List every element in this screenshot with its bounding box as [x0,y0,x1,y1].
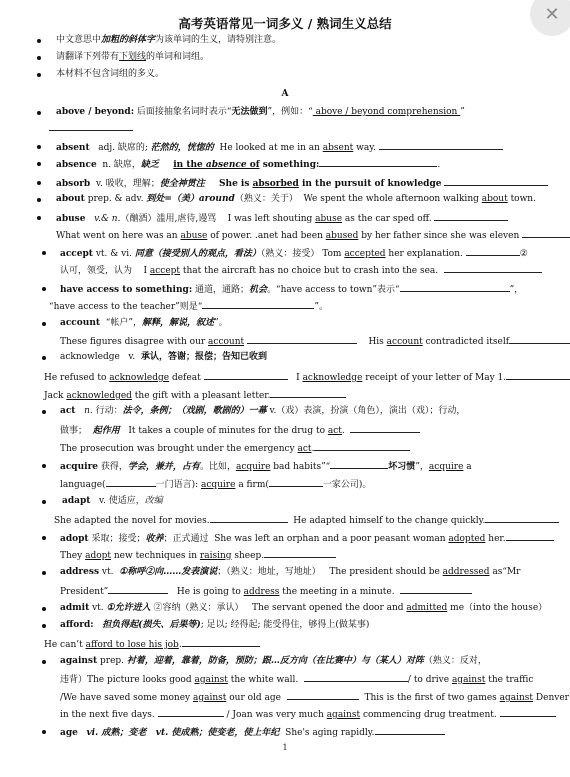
bullet-icon [37,181,41,185]
note-text-3: 本材料不包含词组的多义。 [56,69,165,79]
answer-blank[interactable] [264,549,336,558]
bullet-icon [37,56,41,60]
answer-blank[interactable] [466,247,520,256]
answer-blank[interactable] [202,300,314,309]
answer-blank[interactable] [49,122,133,131]
note-text-2: 请翻译下列带有下划线的单词和词组。 [56,52,210,62]
document-page: ✕ 高考英语常见一词多义 / 熟词生义总结 中文意思中加粗的斜体字为该单词的生义，请特别注意。 请翻译下列带有下划线的单词和词组。 本材料不包含词组的多义。 A above / beyond: 后面接抽象名词时表示“无法做到”，例如：“ above / beyond comprehension ” absent adj. 缺席的; 茫然的，恍惚的 He looked at me in an absent way. absence n. 缺席，缺乏 in the absence of something: . absorb v. 吸收，理解；使全神贯注 She is absorbed in the pursuit of knowledge about prep. & adv. 到处=（美）around（熟义：关于） We spent the whole afternoon walking about town. abuse v.& n.（酗酒）滥用,虐待,谩骂 I was left shouting abuse as the car sped off. What went on here was an abuse of power. .anet had been abused by her father since she was eleven accept vt. & vi. 同意（接受别人的观点，看法）（熟义：接受） Tom accepted her explanation. ② 认可，领受，认为 I accept that the aircraft has no choice but to crash into the sea. have access to something: 通道，通路；机会。“have access to town”表示“ ”， “have access to the teacher”则是“ ”。 account “帐户”，解释，解说，叙述”。 These figures disagree with our account His account contradicted itself acknowledge v. 承认，答谢；报偿；告知已收到 He refused to acknowledge defeat I acknowledge receipt of your letter of May 1. Jack acknowledged the gift with a pleasant letter. act n. 行动：法令，条例；（戏剧，歌剧的）一幕 v.（戏）表演，扮演（角色），演出（戏）；行动， 做事； 起作用 It takes a couple of minutes for the drug to act. The prosecution was brought under the emergency act. acquire 获得，学会，兼并，占有。比如，acquire bad habits”“ 坏习惯”，acquire a language( 一门语言): acquire a firm( 一家公司)。 adapt v. 使适应，改编 She adapted the novel for movies. He adapted himself to the change quickly. adopt 采取；接受；收养；正式通过 She was left an orphan and a poor peasant woman adopted her. They adopt new techniques in raising sheep. address vt. ①称呼②向……发表演说；（熟义：地址，写地址） The president should be addressed as“Mr President” He is going to address the meeting in a minute. admit vt. ①允许进入 ②容纳（熟义：承认） The servant opened the door and admitted me（into the house） afford: 担负得起(损失、后果等); 足以; 经得起; 能受得住，够得上(做某事) He can’t afford to lose his job. against prep. 衬着，迎着，靠着，防备，预防；跟…反方向（在比赛中）与（某人）对阵（熟义：反对， 违背）The picture looks good against the white wall. / to drive against the traffic /We have saved some money against our old age This is the first of two games against Denver in the next five days. / Joan was very much against commencing drug treatment. age vi. 成熟；变老 vt. 使成熟；使变老，使上年纪 She's aging rapidly. 1 [0,0,570,777]
bullet-icon [37,216,41,220]
bullet-icon [42,287,46,291]
answer-blank[interactable] [270,389,346,398]
answer-blank[interactable] [434,212,508,221]
note-text-1: 中文意思中加粗的斜体字为该单词的生义，请特别注意。 [56,35,282,45]
answer-blank[interactable] [158,708,224,717]
answer-blank[interactable] [350,424,420,433]
answer-blank[interactable] [485,514,559,523]
answer-blank[interactable] [375,726,445,735]
bullet-icon [42,660,46,664]
answer-blank[interactable] [400,585,472,594]
answer-blank[interactable] [314,442,410,451]
bullet-icon [42,356,46,360]
scan-corner-icon: ✕ [530,0,570,36]
answer-blank[interactable] [500,708,556,717]
answer-blank[interactable] [304,673,408,682]
bullet-icon [42,322,46,326]
answer-blank[interactable] [269,478,323,487]
answer-blank[interactable] [379,141,503,150]
bullet-icon [37,162,41,166]
section-letter: A [281,89,289,99]
bullet-icon [42,251,46,255]
bullet-icon [42,536,46,540]
bullet-icon [42,624,46,628]
bullet-icon [37,73,41,77]
answer-blank[interactable] [330,460,388,469]
bullet-icon [37,111,41,115]
bullet-icon [42,500,46,504]
answer-blank[interactable] [506,371,570,380]
answer-blank[interactable] [108,585,168,594]
bullet-icon [42,607,46,611]
answer-blank[interactable] [509,335,570,344]
answer-blank[interactable] [522,229,570,238]
bullet-icon [42,730,46,734]
entry-text: above / beyond: 后面接抽象名词时表示“无法做到”，例如：“ above / beyond comprehension ” [56,107,465,117]
answer-blank[interactable] [319,158,437,167]
answer-blank[interactable] [287,691,359,700]
bullet-icon [42,571,46,575]
answer-blank[interactable] [182,638,260,647]
answer-blank[interactable] [204,371,288,380]
page-number: 1 [282,743,288,752]
answer-blank[interactable] [506,532,554,541]
answer-blank[interactable] [247,335,357,344]
bullet-icon [37,39,41,43]
answer-blank[interactable] [444,177,548,186]
answer-blank[interactable] [106,478,156,487]
answer-blank[interactable] [444,264,542,273]
page-title: 高考英语常见一词多义 / 熟词生义总结 [178,16,392,31]
bullet-icon [42,410,46,414]
bullet-icon [42,464,46,468]
answer-blank[interactable] [400,283,510,292]
bullet-icon [37,145,41,149]
answer-blank[interactable] [210,514,288,523]
bullet-icon [37,198,41,202]
